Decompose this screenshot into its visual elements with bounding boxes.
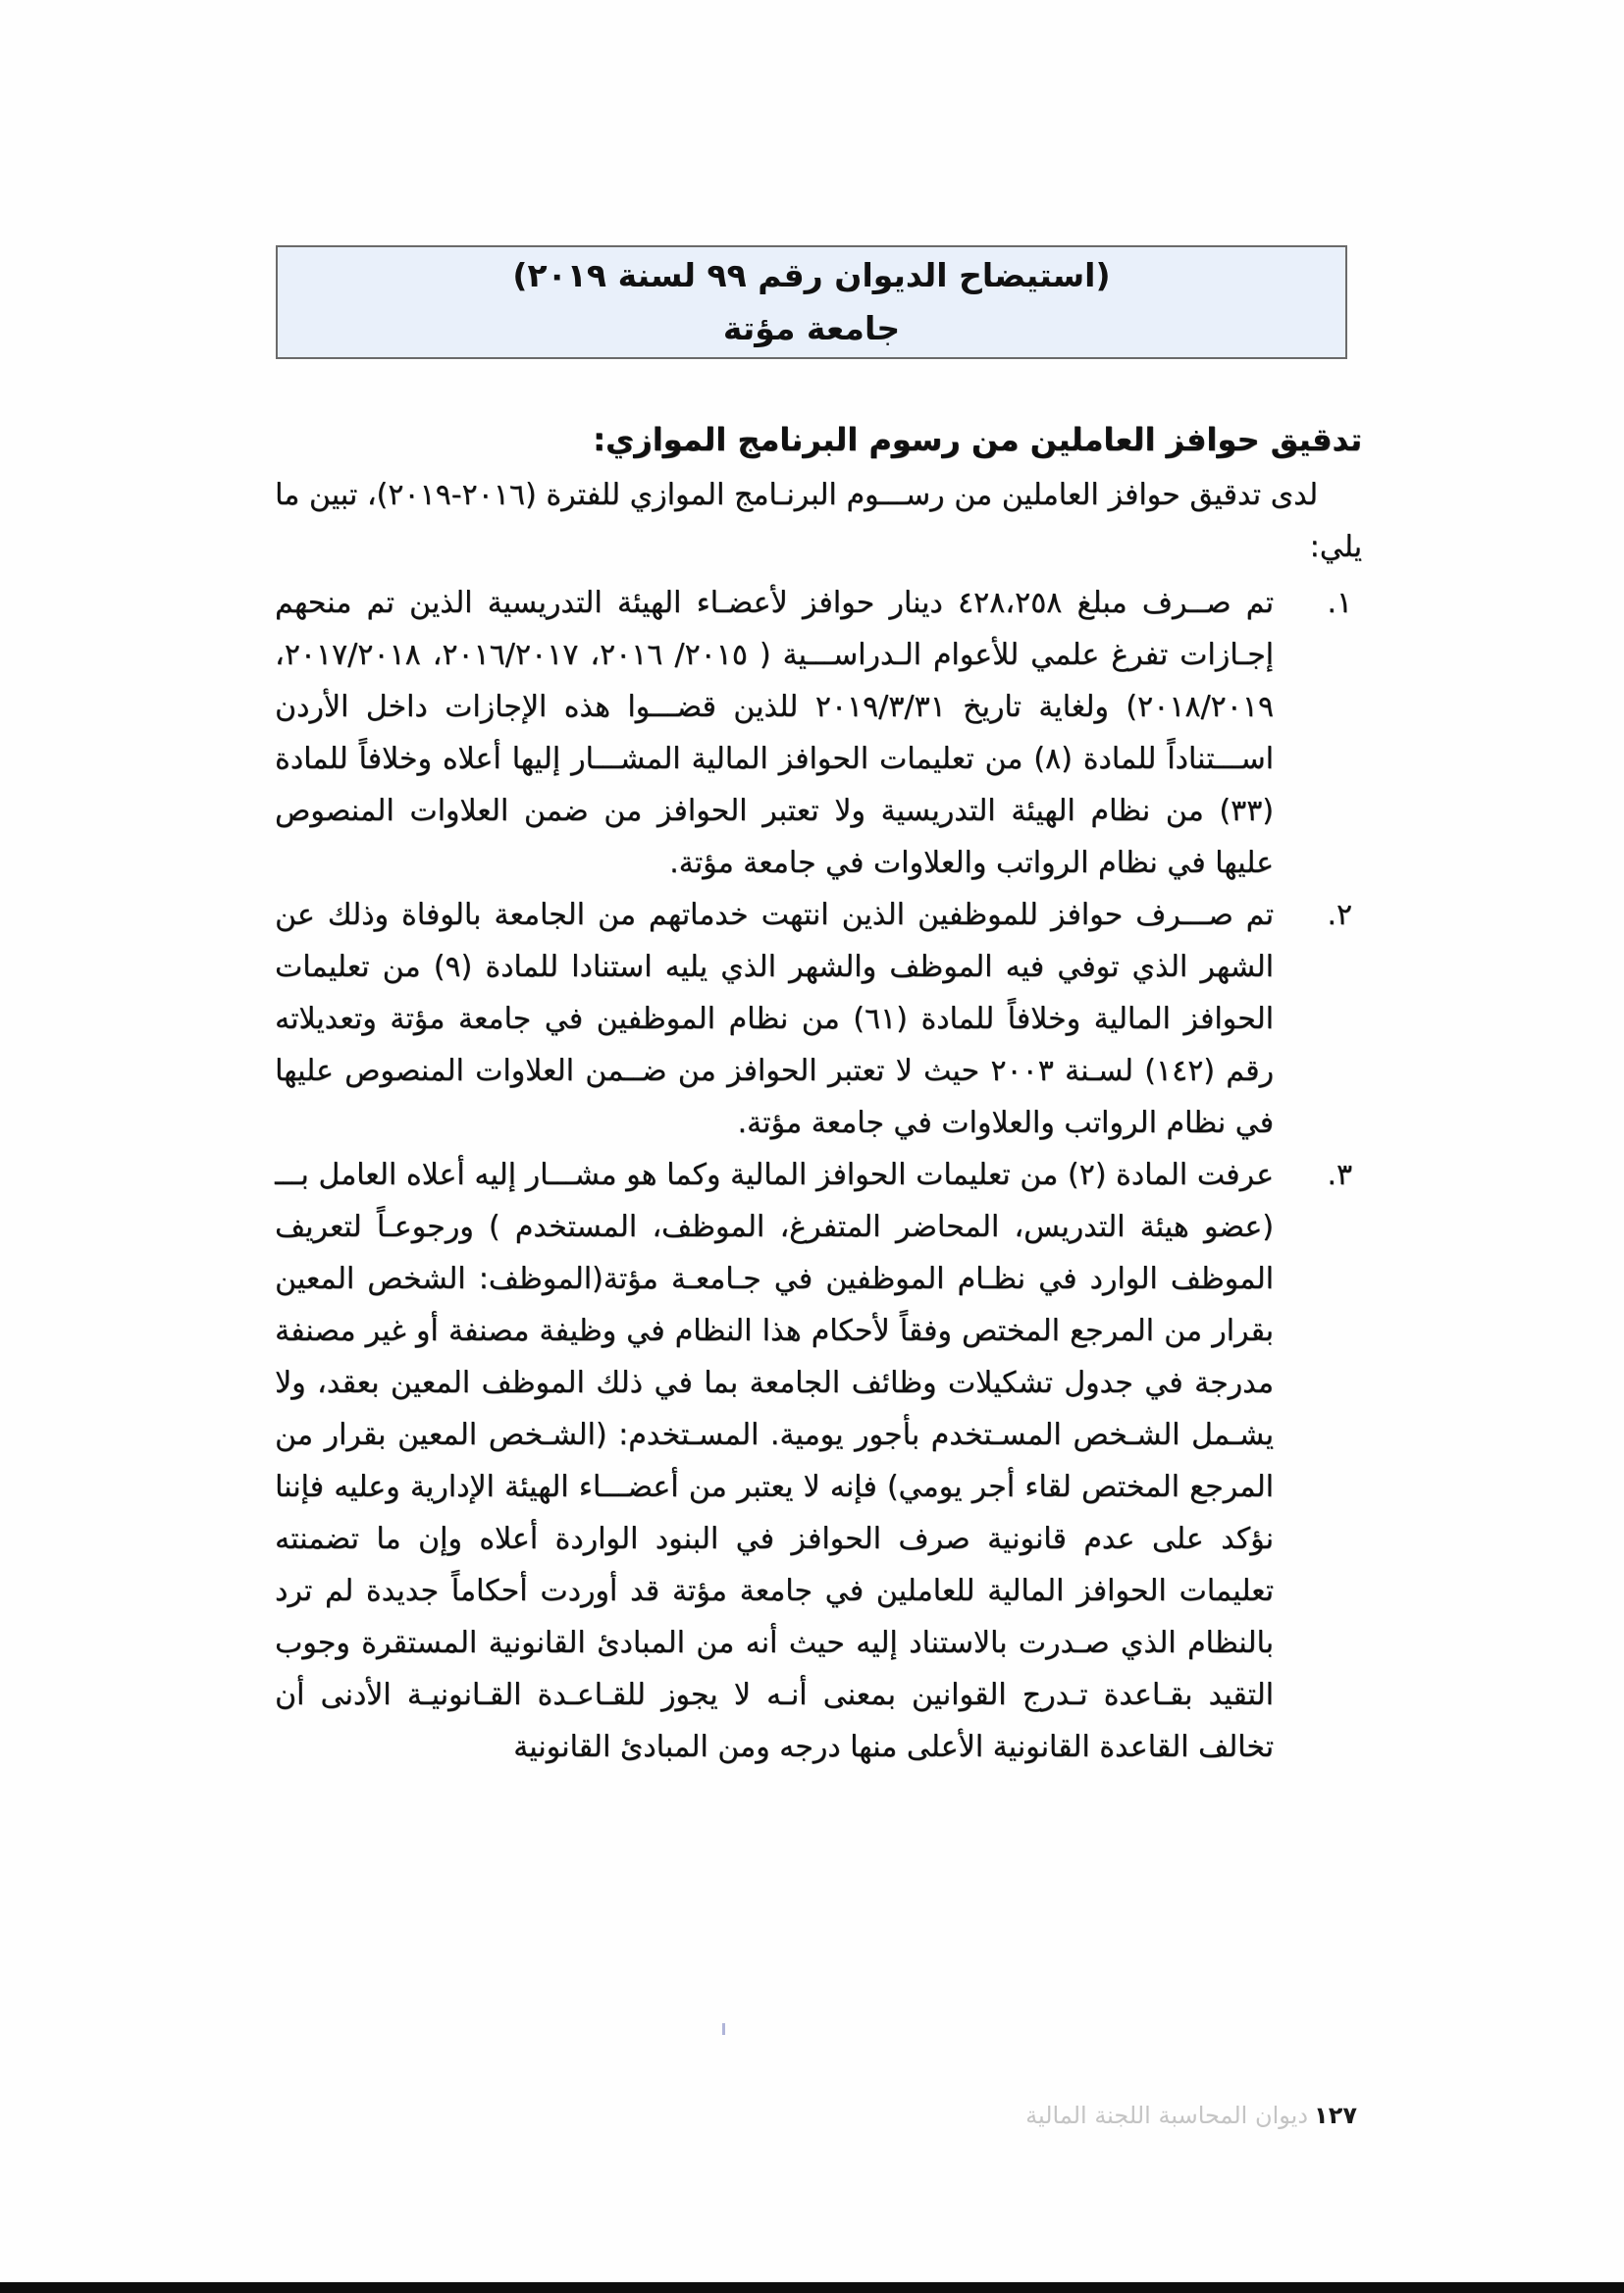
- document-body: [275, 410, 1362, 1773]
- intro-paragraph: لدى تدقيق حوافز العاملين من رســـوم البرنـامج الموازي للفترة (٢٠١٦-٢٠١٩)، تبين ما يلي:: [275, 478, 1362, 564]
- list-item-number: ٢.: [1327, 898, 1352, 932]
- list-item-text: تم صـــرف حوافز للموظفين الذين انتهت خدماتهم من الجامعة بالوفاة وذلك عن الشهر الذي توفي فيه الموظف والشهر الذي يليه استنادا للمادة (٩) من تعليمات الحوافز المالية وخلافاً للمادة (٦١) من نظام الموظفين في جامعة مؤتة وتعديلاته رقم (١٤٢) لسـنة ٢٠٠٣ حيث لا تعتبر الحوافز من ضــمن العلاوات المنصوص عليها في نظام الرواتب والعلاوات في جامعة مؤتة.: [275, 898, 1275, 1140]
- list-item: [275, 889, 1362, 1149]
- section-heading: تدقيق حوافز العاملين من رسوم البرنامج الموازي:: [593, 421, 1362, 458]
- page-footer: [1025, 2102, 1357, 2129]
- document-title: (استيضاح الديوان رقم ٩٩ لسنة ٢٠١٩): [512, 256, 1111, 294]
- list-item-number: ٣.: [1327, 1158, 1352, 1192]
- list-item: [275, 1149, 1362, 1773]
- scan-bottom-edge: [0, 2282, 1624, 2293]
- list-item: [275, 577, 1362, 889]
- footer-text: ديوان المحاسبة اللجنة المالية: [1025, 2102, 1309, 2129]
- page-number: ١٢٧: [1314, 2102, 1357, 2129]
- list-item-text: عرفت المادة (٢) من تعليمات الحوافز المالية وكما هو مشـــار إليه أعلاه العامل بـــ (عضو هيئة التدريس، المحاضر المتفرغ، الموظف، المستخدم ) ورجوعـاً لتعريف الموظف الوارد في نظـام الموظفين في جـامعـة مؤتة(الموظف: الشخص المعين بقرار من المرجع المختص وفقاً لأحكام هذا النظام في وظيفة مصنفة أو غير مصنفة مدرجة في جدول تشكيلات وظائف الجامعة بما في ذلك الموظف المعين بعقد، ولا يشـمل الشـخص المسـتخدم بأجور يومية. المسـتخدم: (الشـخص المعين بقرار من المرجع المختص لقاء أجر يومي) فإنه لا يعتبر من أعضـــاء الهيئة الإدارية وعليه فإننا نؤكد على عدم قانونية صرف الحوافز في البنود الواردة أعلاه وإن ما تضمنته تعليمات الحوافز المالية للعاملين في جامعة مؤتة قد أوردت أحكاماً جديدة لم ترد بالنظام الذي صـدرت بالاستناد إليه حيث أنه من المبادئ القانونية المستقرة وجوب التقيد بقـاعدة تـدرج القوانين بمعنى أنـه لا يجوز للقـاعـدة القـانونيـة الأدنى أن تخالف القاعدة القانونية الأعلى منها درجه ومن المبادئ القانونية: [275, 1158, 1274, 1764]
- scan-artifact-mark: [722, 2023, 725, 2035]
- list-item-number: ١.: [1327, 586, 1352, 620]
- list-item-text: تم صــرف مبلغ ٤٢٨،٢٥٨ دينار حوافز لأعضـاء الهيئة التدريسية الذين تم منحهم إجـازات تفرغ علمي للأعوام الـدراســـية ( ٢٠١٥/ ٢٠١٦، ٢٠١٦/٢٠١٧، ٢٠١٧/٢٠١٨، ٢٠١٨/٢٠١٩) ولغاية تاريخ ٢٠١٩/٣/٣١ للذين قضـــوا هذه الإجازات داخل الأردن اســـتناداً للمادة (٨) من تعليمات الحوافز المالية المشـــار إليها أعلاه وخلافاً للمادة (٣٣) من نظام الهيئة التدريسية ولا تعتبر الحوافز من ضمن العلاوات المنصوص عليها في نظام الرواتب والعلاوات في جامعة مؤتة.: [275, 586, 1275, 880]
- document-subtitle: جامعة مؤتة: [722, 309, 901, 347]
- document-title-box: [276, 245, 1347, 359]
- findings-list: [275, 577, 1362, 1773]
